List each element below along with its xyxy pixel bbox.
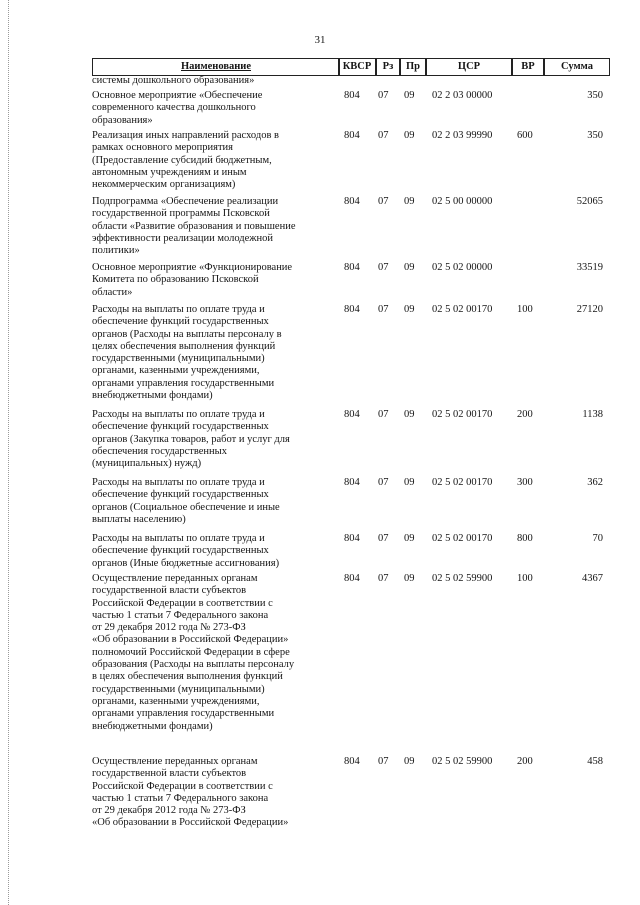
row-name-line: органами управления государственными [92, 377, 275, 389]
row-kvsr: 804 [344, 304, 360, 315]
row-pr: 09 [404, 477, 415, 488]
row-name-line: органами управления государственными [92, 708, 275, 720]
row-kvsr: 804 [344, 756, 360, 767]
row-pr: 09 [404, 130, 415, 141]
row-pr: 09 [404, 533, 415, 544]
row-csr: 02 2 03 00000 [432, 90, 493, 101]
row-pr: 09 [404, 262, 415, 273]
row-sum: 27120 [576, 304, 603, 315]
row-name-line: обеспечение функций государственных [92, 421, 269, 433]
row-name-line: области» [92, 286, 133, 298]
row-name [92, 409, 330, 470]
row-sum: 1138 [582, 409, 603, 420]
row-rz: 07 [378, 573, 389, 584]
row-name-line: Российской Федерации в соответствии с [92, 597, 273, 609]
row-name [92, 573, 330, 733]
row-kvsr: 804 [344, 533, 360, 544]
row-vr: 100 [517, 304, 533, 315]
header-kvsr: КВСР [338, 58, 376, 76]
row-name-line: Реализация иных направлений расходов в [92, 130, 280, 141]
row-name-line: «Об образовании в Российской Федерации» [92, 817, 289, 829]
row-name-line: Осуществление переданных органам [92, 756, 258, 767]
row-vr: 800 [517, 533, 533, 544]
row-name-line: государственной власти субъектов [92, 585, 247, 597]
row-name-line: Российской Федерации в соответствии с [92, 780, 273, 792]
row-name-line: (Предоставление субсидий бюджетным, [92, 154, 272, 166]
row-name-line: от 29 декабря 2012 года № 273-ФЗ [92, 622, 246, 634]
row-pr: 09 [404, 196, 415, 207]
row-name-line: внебюджетными фондами) [92, 720, 213, 732]
scan-binding-edge [8, 0, 9, 905]
row-sum: 350 [587, 90, 603, 101]
row-name-line: современного качества дошкольного [92, 102, 256, 114]
row-name [92, 304, 330, 402]
row-pr: 09 [404, 409, 415, 420]
row-csr: 02 5 02 00170 [432, 477, 493, 488]
row-name-line: целях обеспечения выполнения функций [92, 340, 276, 352]
row-name-line: полномочий Российской Федерации в сфере [92, 646, 290, 658]
row-name-line: Основное мероприятие «Обеспечение [92, 90, 263, 101]
row-name-line: Осуществление переданных органам [92, 573, 258, 584]
row-rz: 07 [378, 196, 389, 207]
row-name-line: органов (Иные бюджетные ассигнования) [92, 557, 280, 569]
row-name-line: выплаты населению) [92, 513, 186, 525]
row-kvsr: 804 [344, 130, 360, 141]
row-sum: 350 [587, 130, 603, 141]
header-rz: Рз [376, 58, 400, 76]
row-csr: 02 5 02 59900 [432, 756, 493, 767]
row-name-line: некоммерческим организациям) [92, 179, 236, 191]
row-name-line: органов (Социальное обеспечение и иные [92, 501, 280, 513]
row-name-line: обеспечения государственных [92, 445, 227, 457]
row-name-line: Подпрограмма «Обеспечение реализации [92, 196, 279, 207]
row-rz: 07 [378, 533, 389, 544]
row-name-line: государственными (муниципальными) [92, 353, 265, 365]
row-name-line: Комитета по образованию Псковской [92, 274, 259, 286]
row-name-line: органами, казенными учреждениями, [92, 365, 260, 377]
row-name-line: обеспечение функций государственных [92, 489, 269, 501]
row-name-line: Основное мероприятие «Функционирование [92, 262, 293, 273]
row-csr: 02 5 02 00170 [432, 409, 493, 420]
row-name-line: от 29 декабря 2012 года № 273-ФЗ [92, 805, 246, 817]
row-rz: 07 [378, 756, 389, 767]
row-rz: 07 [378, 304, 389, 315]
row-kvsr: 804 [344, 262, 360, 273]
row-name [92, 130, 330, 191]
row-name-line: Расходы на выплаты по оплате труда и [92, 304, 265, 315]
row-csr: 02 2 03 99990 [432, 130, 493, 141]
row-rz: 07 [378, 262, 389, 273]
row-name-line: автономным учреждениям и иным [92, 166, 247, 178]
row-csr: 02 5 02 00000 [432, 262, 493, 273]
row-kvsr: 804 [344, 196, 360, 207]
row-name [92, 756, 330, 830]
row-csr: 02 5 02 59900 [432, 573, 493, 584]
row-name-line: «Об образовании в Российской Федерации» [92, 634, 289, 646]
header-vr: ВР [512, 58, 544, 76]
row-name-line: государственной власти субъектов [92, 768, 247, 780]
row-name-line: образования (Расходы на выплаты персоналу [92, 659, 295, 671]
row-rz: 07 [378, 90, 389, 101]
page-number: 31 [314, 34, 326, 46]
row-name-line: органов (Закупка товаров, работ и услуг для [92, 433, 290, 445]
row-rz: 07 [378, 409, 389, 420]
row-sum: 52065 [576, 196, 603, 207]
row-name-line: органами, казенными учреждениями, [92, 695, 260, 707]
row-sum: 33519 [576, 262, 603, 273]
row-rz: 07 [378, 130, 389, 141]
row-kvsr: 804 [344, 477, 360, 488]
row-pr: 09 [404, 756, 415, 767]
row-name-line: рамках основного мероприятия [92, 142, 233, 154]
row-name [92, 533, 330, 570]
row-sum: 458 [587, 756, 603, 767]
row-csr: 02 5 02 00170 [432, 304, 493, 315]
header-sum: Сумма [544, 58, 610, 76]
table-header [92, 58, 612, 76]
row-vr: 100 [517, 573, 533, 584]
row-pr: 09 [404, 304, 415, 315]
row-name [92, 90, 330, 127]
row-name-line: государственной программы Псковской [92, 208, 270, 220]
row-name [92, 477, 330, 526]
row-name-line: органов (Расходы на выплаты персоналу в [92, 328, 282, 340]
row-name-line: политики» [92, 245, 140, 257]
row-name-line: Расходы на выплаты по оплате труда и [92, 477, 265, 488]
row-name-line: частью 1 статьи 7 Федерального закона [92, 792, 269, 804]
row-name-line: обеспечение функций государственных [92, 316, 269, 328]
header-csr: ЦСР [426, 58, 512, 76]
row-name-line: эффективности реализации молодежной [92, 232, 274, 244]
header-name: Наименование [92, 58, 340, 76]
row-name [92, 75, 330, 87]
row-sum: 4367 [582, 573, 603, 584]
row-name-line: обеспечение функций государственных [92, 545, 269, 557]
row-name-line: образования» [92, 114, 153, 126]
row-vr: 300 [517, 477, 533, 488]
header-pr: Пр [400, 58, 426, 76]
row-vr: 600 [517, 130, 533, 141]
row-name-line: (муниципальных) нужд) [92, 458, 202, 470]
row-name [92, 196, 330, 257]
row-name [92, 262, 330, 299]
row-sum: 70 [592, 533, 603, 544]
row-vr: 200 [517, 756, 533, 767]
row-name-line: системы дошкольного образования» [92, 75, 255, 86]
row-name-line: в целях обеспечения выполнения функций [92, 671, 283, 683]
row-csr: 02 5 00 00000 [432, 196, 493, 207]
row-csr: 02 5 02 00170 [432, 533, 493, 544]
row-name-line: государственными (муниципальными) [92, 683, 265, 695]
row-name-line: Расходы на выплаты по оплате труда и [92, 533, 265, 544]
row-name-line: частью 1 статьи 7 Федерального закона [92, 609, 269, 621]
row-name-line: Расходы на выплаты по оплате труда и [92, 409, 265, 420]
row-kvsr: 804 [344, 573, 360, 584]
row-rz: 07 [378, 477, 389, 488]
row-kvsr: 804 [344, 409, 360, 420]
row-vr: 200 [517, 409, 533, 420]
row-pr: 09 [404, 573, 415, 584]
row-sum: 362 [587, 477, 603, 488]
row-pr: 09 [404, 90, 415, 101]
row-kvsr: 804 [344, 90, 360, 101]
row-name-line: области «Развитие образования и повышение [92, 220, 296, 232]
row-name-line: внебюджетными фондами) [92, 390, 213, 402]
